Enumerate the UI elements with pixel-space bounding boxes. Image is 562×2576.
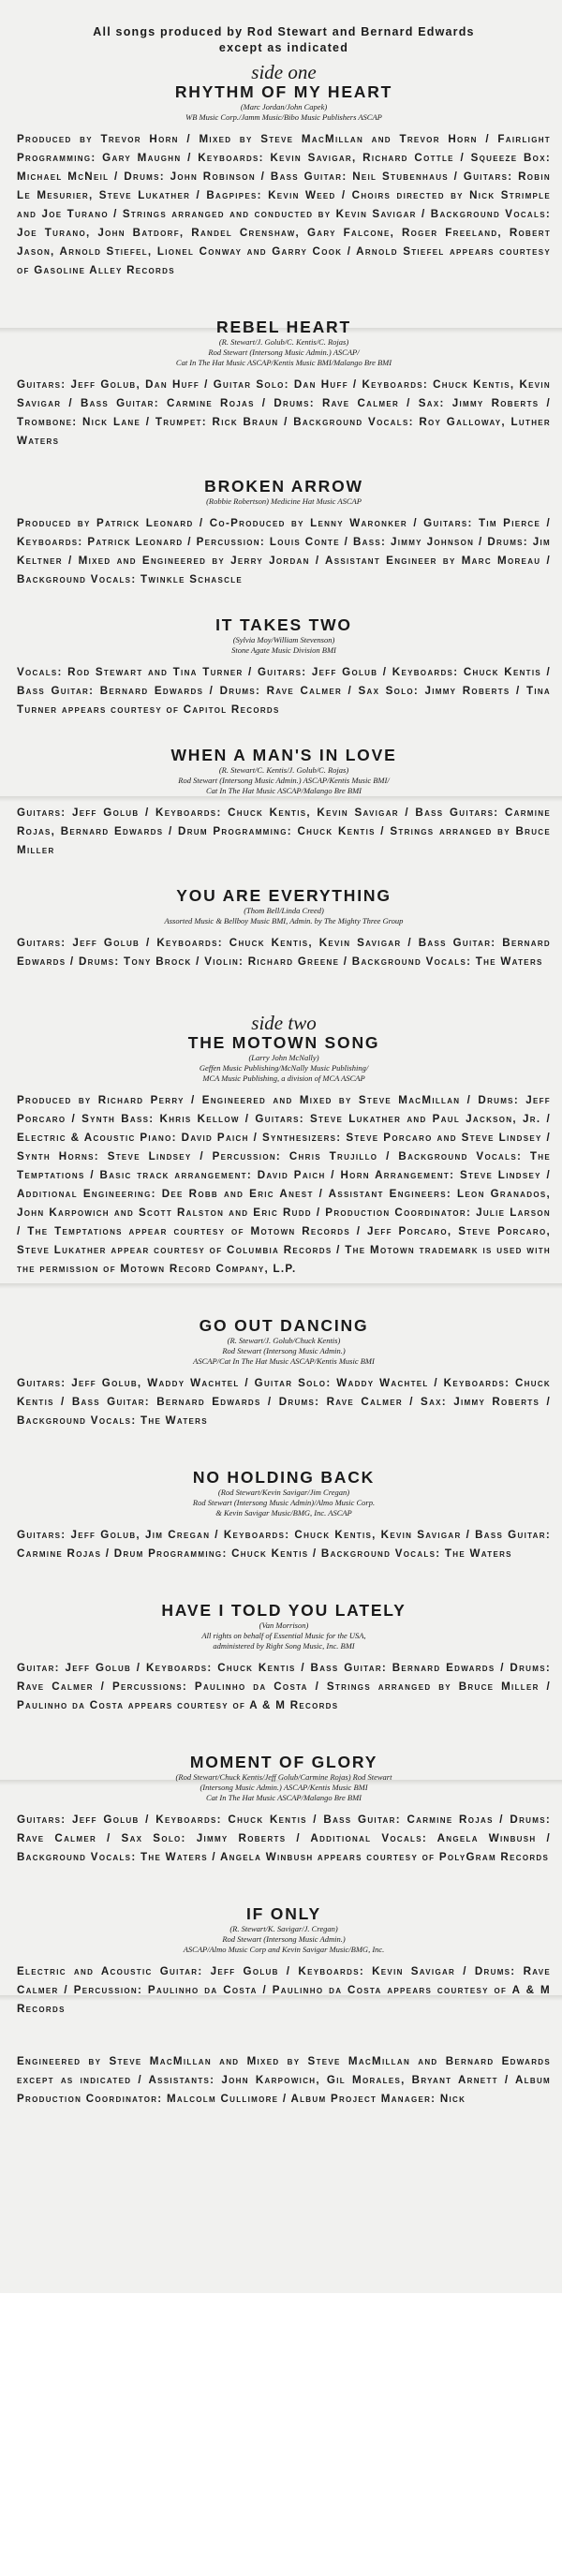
song-block bbox=[17, 615, 551, 719]
publisher-credit: ASCAP/Almo Music Corp and Kevin Savigar Music/BMG, Inc. bbox=[183, 1945, 385, 1954]
song-block bbox=[17, 746, 551, 860]
songwriter-credit: (Robbie Robertson) Medicine Hat Music ASCAP bbox=[206, 496, 362, 506]
musician-credits: Guitars: Jeff Golub, Dan Huff / Guitar Solo: Dan Huff / Keyboards: Chuck Kentis, Kevin Savigar / Bass Guitar: Carmine Rojas / Drums: Rave Calmer / Sax: Jimmy Roberts / Trombone: Nick Lane / Trumpet: Rick Braun / Background Vocals: Roy Galloway, Luther Waters bbox=[17, 378, 551, 447]
song-title: BROKEN ARROW bbox=[204, 477, 363, 496]
publisher-credit: Rod Stewart (Intersong Music Admin)/Almo Music Corp. bbox=[192, 1498, 376, 1507]
production-header bbox=[17, 24, 551, 56]
side-one-heading: side one bbox=[251, 61, 317, 83]
songwriter-credit: (Rod Stewart/Kevin Savigar/Jim Cregan) bbox=[217, 1488, 350, 1497]
songwriter-credit: (R. Stewart/C. Kentis/J. Golub/C. Rojas) bbox=[218, 765, 349, 775]
publisher-credit: Cat In The Hat Music ASCAP/Malango Bre BMI bbox=[206, 1793, 362, 1802]
musician-credits: Guitars: Jeff Golub / Keyboards: Chuck Kentis, Kevin Savigar / Bass Guitars: Carmine Rojas, Bernard Edwards / Drum Programming: Chuck Kentis / Strings arranged by Bruce Miller bbox=[17, 807, 551, 856]
song-title: MOMENT OF GLORY bbox=[189, 1753, 378, 1771]
publisher-credit: & Kevin Savigar Music/BMG, Inc. ASCAP bbox=[215, 1508, 352, 1517]
musician-credits: Electric and Acoustic Guitar: Jeff Golub / Keyboards: Kevin Savigar / Drums: Rave Calmer / Percussion: Paulinho da Costa / Paulinho da Costa appears courtesy of A & M Records bbox=[17, 1965, 551, 2015]
credits-column bbox=[17, 24, 551, 2109]
publisher-credit: WB Music Corp./Jamm Music/Bibo Music Publishers ASCAP bbox=[185, 112, 382, 122]
song-block bbox=[17, 82, 551, 280]
songwriter-credit: (R. Stewart/J. Golub/Chuck Kentis) bbox=[227, 1336, 341, 1345]
songwriter-credit: (Sylvia Moy/William Stevenson) bbox=[232, 635, 335, 644]
songwriter-credit: (Larry John McNally) bbox=[248, 1053, 319, 1062]
publisher-credit: Rod Stewart (Intersong Music Admin.) ASCAP/ bbox=[208, 348, 360, 357]
publisher-credit: administered by Right Song Music, Inc. BMI bbox=[213, 1641, 355, 1651]
song-block bbox=[17, 1753, 551, 1867]
publisher-credit: ASCAP/Cat In The Hat Music ASCAP/Kentis Music BMI bbox=[193, 1356, 375, 1366]
musician-credits: Guitars: Jeff Golub, Waddy Wachtel / Guitar Solo: Waddy Wachtel / Keyboards: Chuck Kentis / Bass Guitar: Bernard Edwards / Drums: Rave Calmer / Sax: Jimmy Roberts / Background Vocals: The Waters bbox=[17, 1377, 551, 1427]
publisher-credit: Stone Agate Music Division BMI bbox=[231, 645, 336, 655]
song-title: THE MOTOWN SONG bbox=[187, 1033, 380, 1052]
song-block bbox=[17, 1904, 551, 2019]
musician-credits: Vocals: Rod Stewart and Tina Turner / Guitars: Jeff Golub / Keyboards: Chuck Kentis / Bass Guitar: Bernard Edwards / Drums: Rave Calmer / Sax Solo: Jimmy Roberts / Tina Turner appears courtesy of Capitol Records bbox=[17, 666, 551, 716]
song-block bbox=[17, 886, 551, 971]
publisher-credit: Rod Stewart (Intersong Music Admin.) bbox=[222, 1346, 346, 1355]
publisher-credit: MCA Music Publishing, a division of MCA ASCAP bbox=[202, 1073, 365, 1083]
song-block bbox=[17, 318, 551, 451]
engineering-footer: Engineered by Steve MacMillan and Mixed by Steve MacMillan and Bernard Edwards except as indicated / Assistants: John Karpowich, Gil Morales, Bryant Arnett / Album Production Coordinator: Malcolm Cullimore / Album Project Manager: Nick bbox=[17, 2055, 551, 2105]
musician-credits: Guitar: Jeff Golub / Keyboards: Chuck Kentis / Bass Guitar: Bernard Edwards / Drums: Rave Calmer / Percussions: Paulinho da Costa / Strings arranged by Bruce Miller / Paulinho da Costa appears courtesy of A & M Records bbox=[17, 1662, 551, 1711]
song-title: NO HOLDING BACK bbox=[192, 1468, 376, 1487]
song-title: RHYTHM OF MY HEART bbox=[174, 82, 393, 101]
songwriter-credit: (Thom Bell/Linda Creed) bbox=[244, 906, 324, 915]
songwriter-credit: (R. Stewart/K. Savigar/J. Cregan) bbox=[229, 1924, 338, 1933]
song-title: IF ONLY bbox=[245, 1904, 322, 1923]
publisher-credit: Cat In The Hat Music ASCAP/Malango Bre BMI bbox=[206, 786, 362, 795]
songwriter-credit: (Marc Jordan/John Capek) bbox=[240, 102, 328, 111]
musician-credits: Guitars: Jeff Golub / Keyboards: Chuck Kentis / Bass Guitar: Carmine Rojas / Drums: Rave Calmer / Sax Solo: Jimmy Roberts / Additional Vocals: Angela Winbush / Background Vocals: The Waters / Angela Winbush appears courtesy of PolyGram Records bbox=[17, 1814, 551, 1863]
musician-credits: Produced by Trevor Horn / Mixed by Steve MacMillan and Trevor Horn / Fairlight Programming: Gary Maughn / Keyboards: Kevin Savigar, Richard Cottle / Squeeze Box: Michael McNeil / Drums: John Robinson / Bass Guitar: Neil Stubenhaus / Guitars: Robin Le Mesurier, Steve Lukather / Bagpipes: Kevin Weed / Choirs directed by Nick Strimple and Joe Turano / Strings arranged and conducted by Kevin Savigar / Background Vocals: Joe Turano, John Batdorf, Randel Crenshaw, Gary Falcone, Roger Freeland, Robert Jason, Arnold Stiefel, Lionel Conway and Garry Cook / Arnold Stiefel appears courtesy of Gasoline Alley Records bbox=[17, 133, 551, 276]
song-title: HAVE I TOLD YOU LATELY bbox=[161, 1601, 407, 1620]
song-title: REBEL HEART bbox=[216, 318, 351, 336]
song-block bbox=[17, 1601, 551, 1715]
header-line-2: except as indicated bbox=[218, 41, 349, 54]
song-block bbox=[17, 1468, 551, 1563]
publisher-credit: All rights on behalf of Essential Music for the USA, bbox=[201, 1631, 366, 1640]
songwriter-credit: (R. Stewart/J. Golub/C. Kentis/C. Rojas) bbox=[218, 337, 349, 347]
song-title: IT TAKES TWO bbox=[215, 615, 352, 634]
musician-credits: Produced by Patrick Leonard / Co-Produced by Lenny Waronker / Guitars: Tim Pierce / Keyboards: Patrick Leonard / Percussion: Louis Conte / Bass: Jimmy Johnson / Drums: Jim Keltner / Mixed and Engineered by Jerry Jordan / Assistant Engineer by Marc Moreau / Background Vocals: Twinkle Schascle bbox=[17, 517, 551, 585]
song-block bbox=[17, 477, 551, 589]
song-title: WHEN A MAN'S IN LOVE bbox=[170, 746, 397, 764]
publisher-credit: (Intersong Music Admin.) ASCAP/Kentis Music BMI bbox=[200, 1783, 368, 1792]
publisher-credit: Rod Stewart (Intersong Music Admin.) bbox=[222, 1934, 346, 1944]
songwriter-credit: (Van Morrison) bbox=[259, 1621, 309, 1630]
side-two-heading: side two bbox=[251, 1012, 317, 1034]
publisher-credit: Geffen Music Publishing/McNally Music Publishing/ bbox=[199, 1063, 369, 1073]
songwriter-credit: (Rod Stewart/Chuck Kentis/Jeff Golub/Carmine Rojas) Rod Stewart bbox=[175, 1772, 392, 1782]
musician-credits: Produced by Richard Perry / Engineered and Mixed by Steve MacMillan / Drums: Jeff Porcaro / Synth Bass: Khris Kellow / Guitars: Steve Lukather and Paul Jackson, Jr. / Electric & Acoustic Piano: David Paich / Synthesizers: Steve Porcaro and Steve Lindsey / Synth Horns: Steve Lindsey / Percussion: Chris Trujillo / Background Vocals: The Temptations / Basic track arrangement: David Paich / Horn Arrangement: Steve Lindsey / Additional Engineering: Dee Robb and Eric Anest / Assistant Engineers: Leon Granados, John Karpowich and Scott Ralston and Eric Rudd / Production Coordinator: Julie Larson / The Temptations appear courtesy of Motown Records / Jeff Porcaro, Steve Porcaro, Steve Lukather appear courtesy of Columbia Records / The Motown trademark is used with the permission of Motown Record Company, L.P. bbox=[17, 1094, 551, 1275]
song-block bbox=[17, 1316, 551, 1430]
publisher-credit: Assorted Music & Bellboy Music BMI, Admin. by The Mighty Three Group bbox=[164, 916, 404, 925]
header-line-1: All songs produced by Rod Stewart and Bernard Edwards bbox=[93, 25, 475, 38]
publisher-credit: Cat In The Hat Music ASCAP/Kentis Music BMI/Malango Bre BMI bbox=[175, 358, 392, 367]
song-title: YOU ARE EVERYTHING bbox=[176, 886, 392, 905]
song-title: GO OUT DANCING bbox=[199, 1316, 369, 1335]
musician-credits: Guitars: Jeff Golub, Jim Cregan / Keyboards: Chuck Kentis, Kevin Savigar / Bass Guitar: Carmine Rojas / Drum Programming: Chuck Kentis / Background Vocals: The Waters bbox=[17, 1529, 551, 1560]
song-block bbox=[17, 1033, 551, 1279]
publisher-credit: Rod Stewart (Intersong Music Admin.) ASCAP/Kentis Music BMI/ bbox=[178, 776, 390, 785]
musician-credits: Guitars: Jeff Golub / Keyboards: Chuck Kentis, Kevin Savigar / Bass Guitar: Bernard Edwards / Drums: Tony Brock / Violin: Richard Greene / Background Vocals: The Waters bbox=[17, 937, 551, 968]
